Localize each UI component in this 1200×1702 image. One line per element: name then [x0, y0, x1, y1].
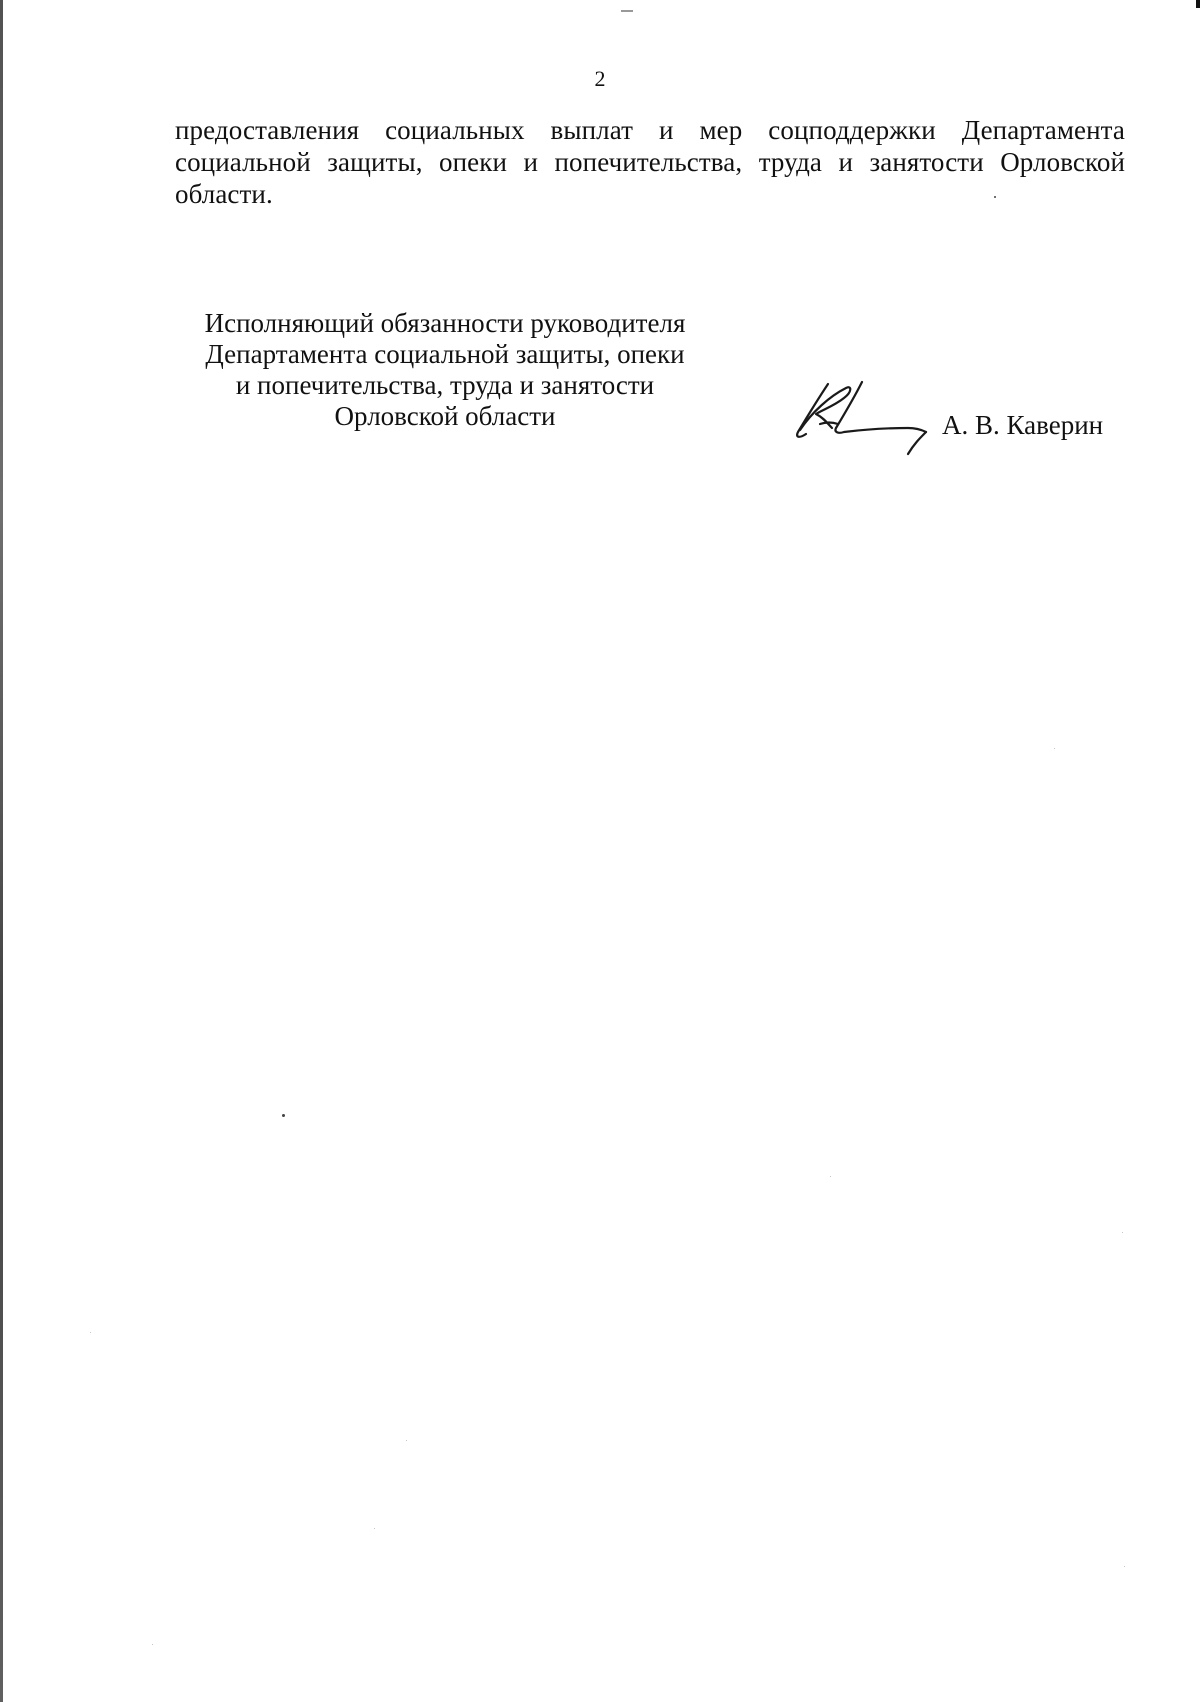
body-paragraph [175, 114, 1125, 210]
scan-edge-left [0, 0, 3, 1702]
page-number: 2 [594, 66, 606, 91]
position-line-2: Департамента социальной защиты, опеки [205, 339, 685, 369]
scan-speck [1054, 748, 1055, 749]
body-line-1: предоставления социальных выплат и мер соцподдержки Департамента [175, 115, 1125, 145]
scan-speck [1124, 1566, 1125, 1567]
scan-speck [282, 1114, 285, 1117]
scan-speck [994, 196, 996, 198]
body-line-2: социальной защиты, опеки и попечительства, труда и занятости Орловской [175, 147, 1125, 177]
scan-speck [374, 1528, 375, 1529]
signatory-position [165, 308, 725, 432]
scan-speck-top [621, 10, 633, 12]
signer-name: А. В. Каверин [942, 410, 1104, 440]
position-line-1: Исполняющий обязанности руководителя [204, 308, 686, 338]
scan-speck [1122, 1232, 1123, 1233]
scan-edge-right-mark [1196, 0, 1200, 8]
scan-speck [152, 1644, 153, 1645]
handwritten-signature-icon [790, 378, 930, 456]
scan-speck [90, 1332, 91, 1333]
position-line-3: и попечительства, труда и занятости [235, 370, 655, 400]
position-line-4: Орловской области [334, 401, 556, 431]
scan-speck [406, 1440, 407, 1441]
body-line-3: области. [175, 179, 273, 209]
scan-speck [830, 1176, 831, 1177]
